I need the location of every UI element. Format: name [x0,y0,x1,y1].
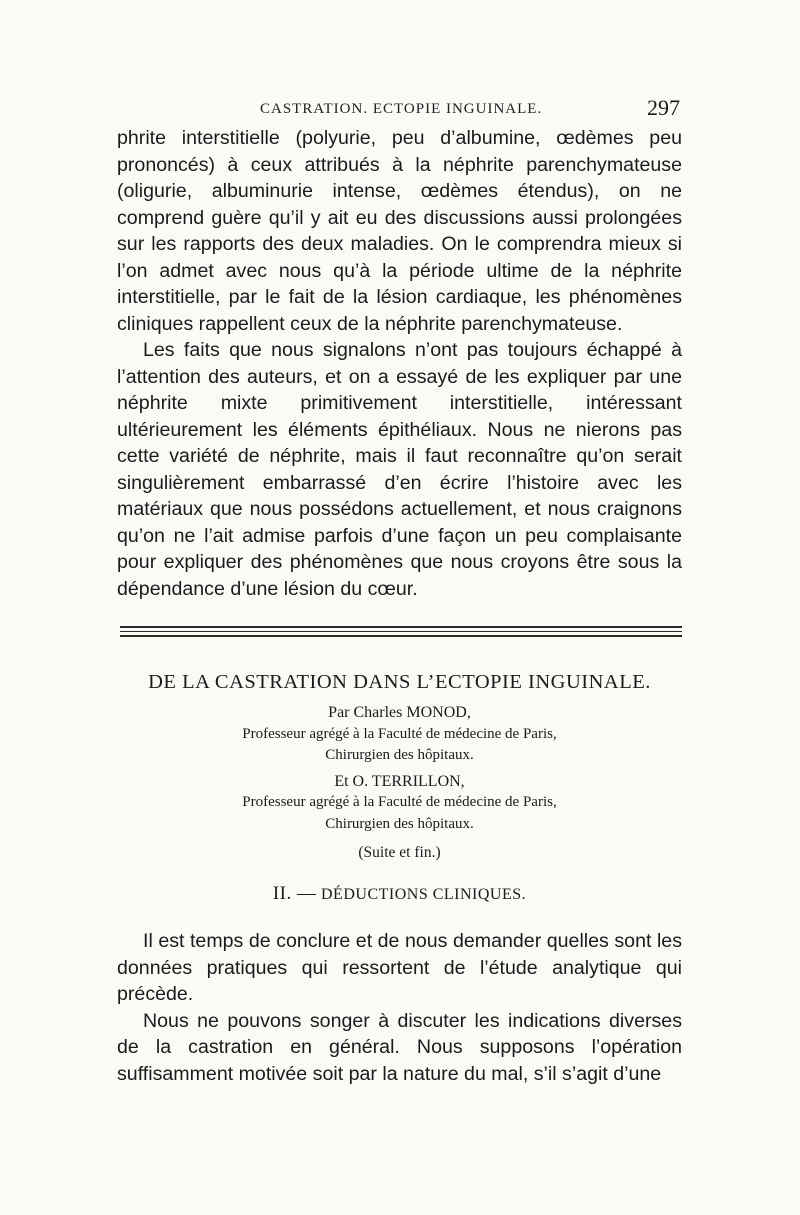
book-page [117,95,682,1087]
running-header [117,95,682,125]
paragraph: Les faits que nous signalons n’ont pas toujours échappé à l’attention des auteurs, et on a essayé de les expliquer par une néphrite mixte primitivement interstitielle, intéressant ultérieurement les éléments épithéliaux. Nous ne nierons pas cette variété de néphrite, mais il faut reconnaître qu’on serait singulièrement embarrassé d’en écrire l’histoire avec les matériaux que nous possédons actuellement, et nous craignons qu’on ne l’ait admise parfois d’une façon un peu complaisante pour expliquer des phénomènes que nous croyons être sous la dépendance d’une lésion du cœur. [117,339,682,600]
section-divider [120,626,682,637]
section-heading [117,883,682,905]
divider-rule [120,631,682,632]
previous-article-ending [117,125,682,602]
byline [117,702,682,835]
author-name: Par Charles MONOD, [328,704,471,721]
paragraph: Il est temps de conclure et de nous demander quelles sont les données pratiques qui ressortent de l’étude analytique qui précède. [117,930,682,1005]
page-number: 297 [647,95,680,120]
running-title: CASTRATION. ECTOPIE INGUINALE. [260,101,543,117]
author-role: Chirurgien des hôpitaux. [325,747,474,763]
continuation-note: (Suite et fin.) [358,844,441,861]
author-role: Chirurgien des hôpitaux. [325,815,474,832]
author-title: Professeur agrégé à la Faculté de médecine de Paris, [242,725,557,742]
article-body [117,928,682,1087]
section-number: II. — [272,883,317,904]
section-heading-text: DÉDUCTIONS CLINIQUES. [321,886,527,903]
paragraph: phrite interstitielle (polyurie, peu d’albumine, œdèmes peu prononcés) à ceux attribués à la néphrite parenchymateuse (oligurie, albuminurie intense, œdèmes étendus), on ne comprend guère qu’il y ait eu des discussions aussi prolongées sur les rapports des deux maladies. On le comprendra mieux si l’on admet avec nous qu’à la période ultime de la néphrite interstitielle, par le fait de la lésion cardiaque, les phénomènes cliniques rappellent ceux de la néphrite parenchymateuse. [117,127,682,335]
article-title: DE LA CASTRATION DANS L’ECTOPIE INGUINALE. [148,671,651,693]
author-title: Professeur agrégé à la Faculté de médecine de Paris, [242,794,557,810]
divider-rule [120,635,682,637]
divider-rule [120,626,682,628]
paragraph: Nous ne pouvons songer à discuter les indications diverses de la castration en général. Nous supposons l’opération suffisamment motivée soit par la nature du mal, s’il s’agit d’une [117,1009,682,1085]
author-name: Et O. TERRILLON, [334,772,465,790]
